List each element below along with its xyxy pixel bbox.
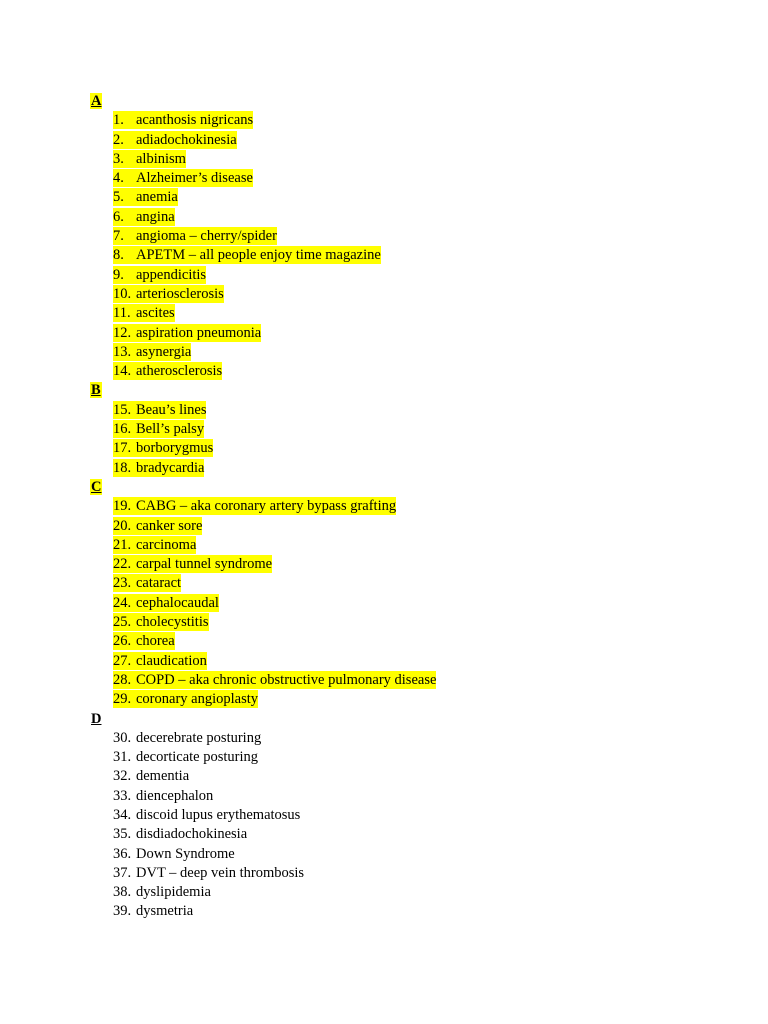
term-highlight (113, 343, 191, 361)
term-text: ascites (136, 305, 175, 322)
term-highlight (113, 671, 436, 689)
term-highlight (113, 594, 219, 612)
list-item (113, 420, 690, 439)
term-number: 8. (113, 247, 124, 264)
list-item (113, 767, 690, 786)
term-highlight (113, 806, 300, 824)
term-highlight (113, 555, 272, 573)
term-text: cephalocaudal (136, 594, 219, 611)
term-highlight (113, 111, 253, 129)
section-heading-b (90, 381, 690, 400)
term-highlight (113, 632, 175, 650)
term-text: claudication (136, 652, 207, 669)
term-number: 39. (113, 903, 132, 920)
term-number: 2. (113, 131, 124, 148)
term-text: canker sore (136, 517, 203, 534)
term-number: 38. (113, 884, 132, 901)
term-text: albinism (136, 150, 186, 167)
term-highlight (113, 864, 304, 882)
list-item (113, 208, 690, 227)
term-text: Beau’s lines (136, 401, 207, 418)
term-text: disdiadochokinesia (136, 826, 248, 843)
term-number: 29. (113, 691, 132, 708)
section-heading-d (90, 710, 690, 729)
term-number: 34. (113, 806, 132, 823)
term-text: atherosclerosis (136, 363, 223, 380)
term-number: 22. (113, 556, 132, 573)
term-text: Alzheimer’s disease (136, 170, 253, 187)
term-number: 20. (113, 517, 132, 534)
term-text: anemia (136, 189, 178, 206)
list-item (113, 574, 690, 593)
term-text: angioma – cherry/spider (136, 228, 277, 245)
list-item (113, 188, 690, 207)
term-number: 35. (113, 826, 132, 843)
list-item (113, 246, 690, 265)
term-text: APETM – all people enjoy time magazine (136, 247, 381, 264)
term-highlight (113, 362, 222, 380)
term-number: 17. (113, 440, 132, 457)
term-number: 31. (113, 749, 132, 766)
term-number: 7. (113, 228, 124, 245)
list-item (113, 806, 690, 825)
term-text: angina (136, 208, 175, 225)
term-text: chorea (136, 633, 175, 650)
term-number: 27. (113, 652, 132, 669)
list-item (113, 902, 690, 921)
list-item (113, 459, 690, 478)
list-item (113, 169, 690, 188)
term-number: 26. (113, 633, 132, 650)
section-letter: A (91, 93, 102, 109)
term-highlight (113, 188, 178, 206)
term-highlight (113, 439, 213, 457)
list-item (113, 787, 690, 806)
term-number: 33. (113, 787, 132, 804)
list-item (113, 845, 690, 864)
term-text: diencephalon (136, 787, 214, 804)
list-item (113, 729, 690, 748)
term-number: 13. (113, 343, 132, 360)
term-text: carpal tunnel syndrome (136, 556, 273, 573)
term-text: adiadochokinesia (136, 131, 237, 148)
term-text: discoid lupus erythematosus (136, 806, 301, 823)
section-letter: D (91, 710, 102, 727)
list-item (113, 285, 690, 304)
term-text: cataract (136, 575, 182, 592)
list-item (113, 632, 690, 651)
term-text: dysmetria (136, 903, 194, 920)
term-number: 32. (113, 768, 132, 785)
list-item (113, 883, 690, 902)
term-text: acanthosis nigricans (136, 112, 254, 129)
section-heading-c (90, 478, 690, 497)
term-text: Down Syndrome (136, 845, 235, 862)
term-highlight (113, 497, 396, 515)
section-letter: C (91, 478, 102, 495)
list-item (113, 362, 690, 381)
term-number: 10. (113, 285, 132, 302)
term-highlight (113, 902, 193, 920)
term-highlight (113, 459, 204, 477)
term-number: 18. (113, 459, 132, 476)
term-text: DVT – deep vein thrombosis (136, 864, 305, 881)
term-number: 23. (113, 575, 132, 592)
term-text: decerebrate posturing (136, 729, 262, 746)
list-item (113, 864, 690, 883)
term-highlight (113, 748, 258, 766)
term-highlight (113, 845, 235, 863)
term-number: 9. (113, 266, 124, 283)
term-highlight (113, 150, 186, 168)
term-number: 5. (113, 189, 124, 206)
term-text: arteriosclerosis (136, 285, 224, 302)
term-text: aspiration pneumonia (136, 324, 262, 341)
list-item (113, 555, 690, 574)
term-number: 6. (113, 208, 124, 225)
term-text: COPD – aka chronic obstructive pulmonary disease (136, 671, 437, 688)
term-highlight (113, 574, 181, 592)
term-highlight (113, 266, 206, 284)
list-item (113, 690, 690, 709)
list-item (113, 825, 690, 844)
term-number: 24. (113, 594, 132, 611)
term-highlight (113, 652, 207, 670)
term-number: 15. (113, 401, 132, 418)
term-text: dyslipidemia (136, 884, 211, 901)
term-highlight (113, 285, 224, 303)
term-number: 28. (113, 671, 132, 688)
term-number: 36. (113, 845, 132, 862)
term-highlight (113, 401, 206, 419)
term-highlight (113, 304, 175, 322)
term-number: 25. (113, 614, 132, 631)
list-item (113, 517, 690, 536)
term-highlight (113, 324, 261, 342)
list-item (113, 343, 690, 362)
list-item (113, 266, 690, 285)
term-number: 12. (113, 324, 132, 341)
term-highlight (113, 227, 277, 245)
term-number: 1. (113, 112, 124, 129)
list-item (113, 304, 690, 323)
section-letter: B (91, 382, 101, 399)
list-item (113, 671, 690, 690)
list-item (113, 652, 690, 671)
list-item (113, 497, 690, 516)
term-text: coronary angioplasty (136, 691, 259, 708)
list-item (113, 536, 690, 555)
term-highlight (113, 131, 237, 149)
term-text: carcinoma (136, 536, 197, 553)
list-item (113, 111, 690, 130)
term-number: 4. (113, 170, 124, 187)
term-number: 19. (113, 498, 132, 515)
term-list (90, 92, 690, 922)
term-text: dementia (136, 768, 190, 785)
term-highlight (113, 883, 211, 901)
list-item (113, 227, 690, 246)
term-number: 21. (113, 536, 132, 553)
term-highlight (113, 787, 213, 805)
term-number: 14. (113, 363, 132, 380)
term-highlight (113, 208, 175, 226)
term-text: decorticate posturing (136, 749, 258, 766)
term-text: borborygmus (136, 440, 214, 457)
term-number: 37. (113, 864, 132, 881)
list-item (113, 150, 690, 169)
term-highlight (113, 613, 209, 631)
list-item (113, 748, 690, 767)
term-number: 3. (113, 150, 124, 167)
term-text: Bell’s palsy (136, 421, 205, 438)
list-item (113, 401, 690, 420)
list-item (113, 594, 690, 613)
list-item (113, 324, 690, 343)
list-item (113, 439, 690, 458)
term-highlight (113, 536, 196, 554)
list-item (113, 131, 690, 150)
term-text: cholecystitis (136, 614, 209, 631)
term-highlight (113, 517, 202, 535)
term-highlight (113, 690, 258, 708)
term-text: bradycardia (136, 459, 205, 476)
term-number: 16. (113, 421, 132, 438)
term-highlight (113, 729, 261, 747)
term-number: 30. (113, 729, 132, 746)
term-text: asynergia (136, 343, 192, 360)
term-highlight (113, 825, 247, 843)
term-highlight (113, 169, 253, 187)
list-item (113, 613, 690, 632)
term-number: 11. (113, 305, 131, 322)
section-heading-a (90, 92, 690, 111)
term-highlight (113, 420, 204, 438)
term-text: appendicitis (136, 266, 207, 283)
term-highlight (113, 767, 189, 785)
term-highlight (113, 246, 381, 264)
term-text: CABG – aka coronary artery bypass grafting (136, 498, 397, 515)
